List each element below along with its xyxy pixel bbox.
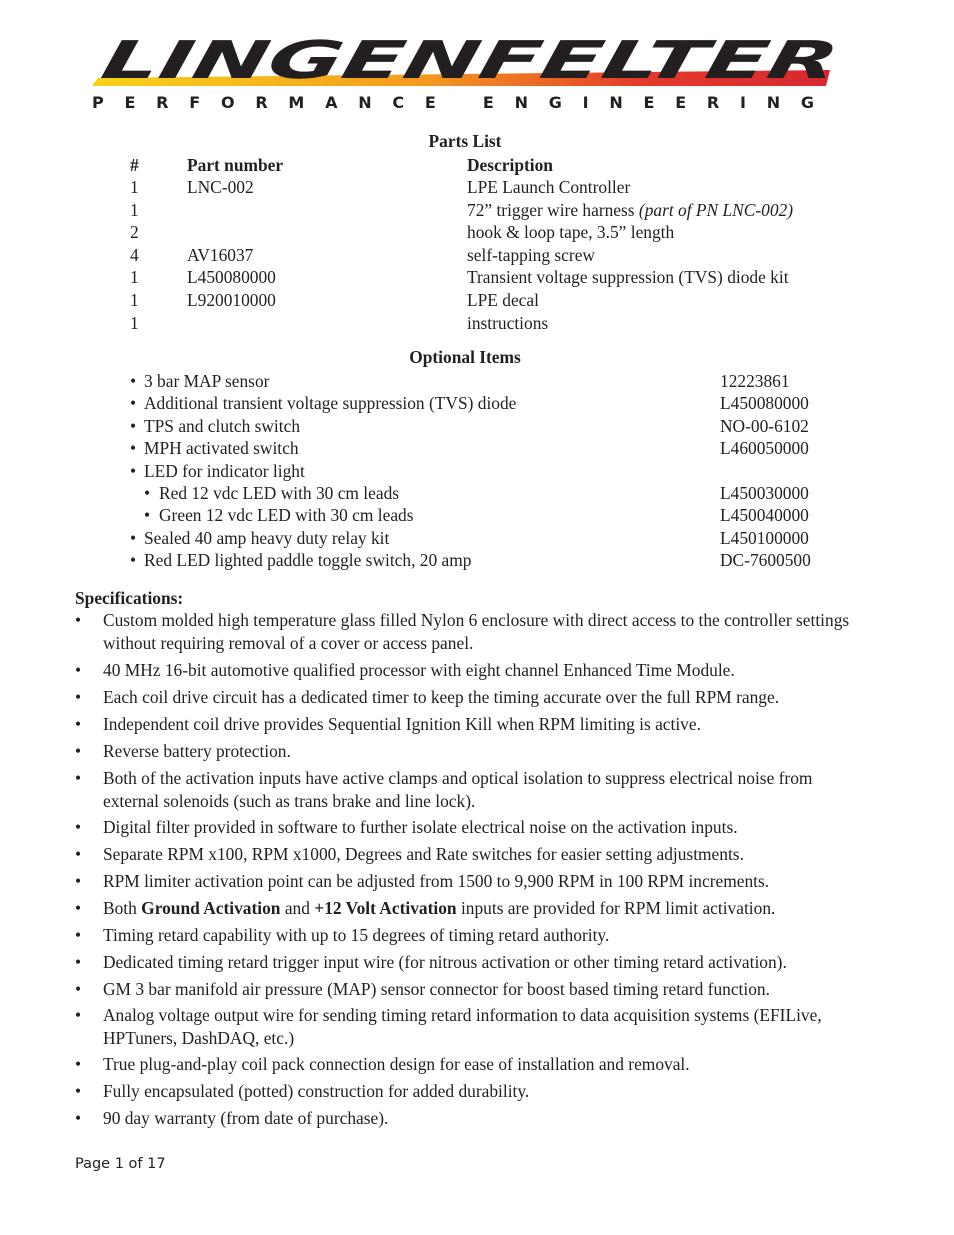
optional-item-part-number: 12223861 [720,371,790,391]
bullet: • [130,415,137,436]
logo-wordmark: LINGENFELTER [96,30,534,91]
spec-text: Separate RPM x100, RPM x1000, Degrees and Rate switches for easier setting adjustments. [103,844,744,864]
page-number: Page 1 of 17 [75,1156,166,1172]
optional-item-part-number: L450040000 [720,505,809,526]
bullet: • [130,527,137,548]
part-qty: 1 [130,199,139,220]
spec-text: Reverse battery protection. [103,741,291,761]
bullet: • [75,898,82,918]
part-description: Transient voltage suppression (TVS) diode kit [467,267,789,288]
bullet: • [75,979,82,999]
bullet: • [75,687,82,707]
optional-item-part-number: L450080000 [720,393,809,414]
part-number: L920010000 [187,290,276,310]
part-description: 72” trigger wire harness (part of PN LNC-002) [467,199,794,220]
bullet: • [144,505,151,526]
optional-subitem [0,504,954,526]
optional-item [0,437,954,459]
optional-item-label: Red LED lighted paddle toggle switch, 20 amp [144,550,472,571]
bullet: • [130,550,137,571]
bullet: • [75,1081,82,1101]
optional-item-label: Red 12 vdc LED with 30 cm leads [159,483,400,503]
bullet: • [130,438,137,459]
optional-item [0,415,954,437]
optional-item-label: TPS and clutch switch [144,415,301,436]
parts-list-row [0,266,954,288]
parts-list-title: Parts List [428,131,502,151]
optional-item-label: Sealed 40 amp heavy duty relay kit [144,527,390,548]
part-description: LPE decal [467,290,539,310]
specifications-title: Specifications: [75,588,184,608]
optional-item-part-number: NO-00-6102 [720,415,809,436]
bullet: • [75,871,82,891]
optional-item-label: Additional transient voltage suppression (TVS) diode [144,393,517,414]
parts-list-header [0,154,954,176]
optional-item-part-number: L460050000 [720,438,809,459]
bullet: • [75,768,82,788]
optional-subitem [0,482,954,504]
spec-text: Analog voltage output wire for sending timing retard information to data acquisition systems (EFILive, HPTuners, DashDAQ, etc.) [103,1005,822,1048]
parts-list-row [0,221,954,243]
part-qty: 1 [130,312,139,333]
spec-text: True plug-and-play coil pack connection design for ease of installation and removal. [103,1054,690,1074]
parts-list-row [0,244,954,266]
spec-text: 90 day warranty (from date of purchase). [103,1108,389,1128]
spec-text: Each coil drive circuit has a dedicated timer to keep the timing accurate over the full RPM range. [103,687,780,707]
part-description: instructions [467,312,549,333]
bullet: • [75,925,82,945]
bullet: • [75,714,82,734]
optional-item [0,460,954,482]
optional-item-part-number: L450100000 [720,527,809,548]
spec-text: Fully encapsulated (potted) construction for added durability. [103,1081,530,1101]
spec-text: Both Ground Activation and +12 Volt Activation inputs are provided for RPM limit activation. [103,898,776,918]
part-qty: 1 [130,290,139,310]
bullet: • [75,952,82,972]
lingenfelter-logo [90,26,840,110]
parts-list-row [0,312,954,334]
spec-text: Digital filter provided in software to further isolate electrical noise on the activation inputs. [103,817,738,837]
bullet: • [75,741,82,761]
spec-text: Independent coil drive provides Sequential Ignition Kill when RPM limiting is active. [103,714,701,734]
header-part-number: Part number [187,155,284,175]
bullet: • [75,610,82,630]
bullet: • [144,483,151,503]
header-description: Description [467,155,553,175]
optional-item [0,370,954,392]
optional-item-label: Green 12 vdc LED with 30 cm leads [159,505,414,526]
bullet: • [130,371,137,391]
part-description: hook & loop tape, 3.5” length [467,222,675,243]
part-description-note: (part of PN LNC-002) [638,199,794,220]
optional-item-label: MPH activated switch [144,438,299,459]
part-qty: 2 [130,222,139,243]
bullet: • [75,1005,82,1025]
optional-item-label: 3 bar MAP sensor [144,371,270,391]
part-qty: 1 [130,177,139,197]
bullet: • [130,460,137,481]
bullet: • [75,1054,82,1074]
spec-text: Dedicated timing retard trigger input wire (for nitrous activation or other timing retard activation). [103,952,787,972]
part-description: LPE Launch Controller [467,177,631,197]
optional-item-label: LED for indicator light [144,460,305,481]
spec-text: RPM limiter activation point can be adjusted from 1500 to 9,900 RPM in 100 RPM increments. [103,871,770,891]
spec-text: 40 MHz 16-bit automotive qualified processor with eight channel Enhanced Time Module. [103,660,735,680]
optional-item-part-number: L450030000 [720,483,809,503]
logo-tagline: PERFORMANCE ENGINEERING [92,93,815,110]
bullet: • [75,817,82,837]
parts-list-row [0,289,954,311]
part-qty: 1 [130,267,139,288]
spec-text: Custom molded high temperature glass filled Nylon 6 enclosure with direct access to the controller settings without requiring removal of a cover or access panel. [103,610,850,653]
spec-text: GM 3 bar manifold air pressure (MAP) sensor connector for boost based timing retard function. [103,979,770,999]
spec-text: Both of the activation inputs have active clamps and optical isolation to suppress electrical noise from external solenoids (such as trans brake and line lock). [103,768,813,811]
parts-list-row [0,176,954,198]
part-qty: 4 [130,244,139,265]
spec-text: Timing retard capability with up to 15 degrees of timing retard authority. [103,925,610,945]
optional-item [0,549,954,571]
spec-bold-2: +12 Volt Activation [314,898,457,918]
bullet: • [75,1108,82,1128]
parts-list-row [0,199,954,221]
part-number: LNC-002 [187,177,254,197]
bullet: • [75,844,82,864]
part-number: L450080000 [187,267,276,288]
optional-item-part-number: DC-7600500 [720,550,811,571]
spec-bold-1: Ground Activation [141,898,281,918]
optional-item [0,392,954,414]
part-description: self-tapping screw [467,244,595,265]
bullet: • [75,660,82,680]
optional-item [0,527,954,549]
optional-items-title: Optional Items [409,347,521,367]
header-qty: # [130,155,139,175]
bullet: • [130,393,137,414]
part-number: AV16037 [187,244,254,265]
